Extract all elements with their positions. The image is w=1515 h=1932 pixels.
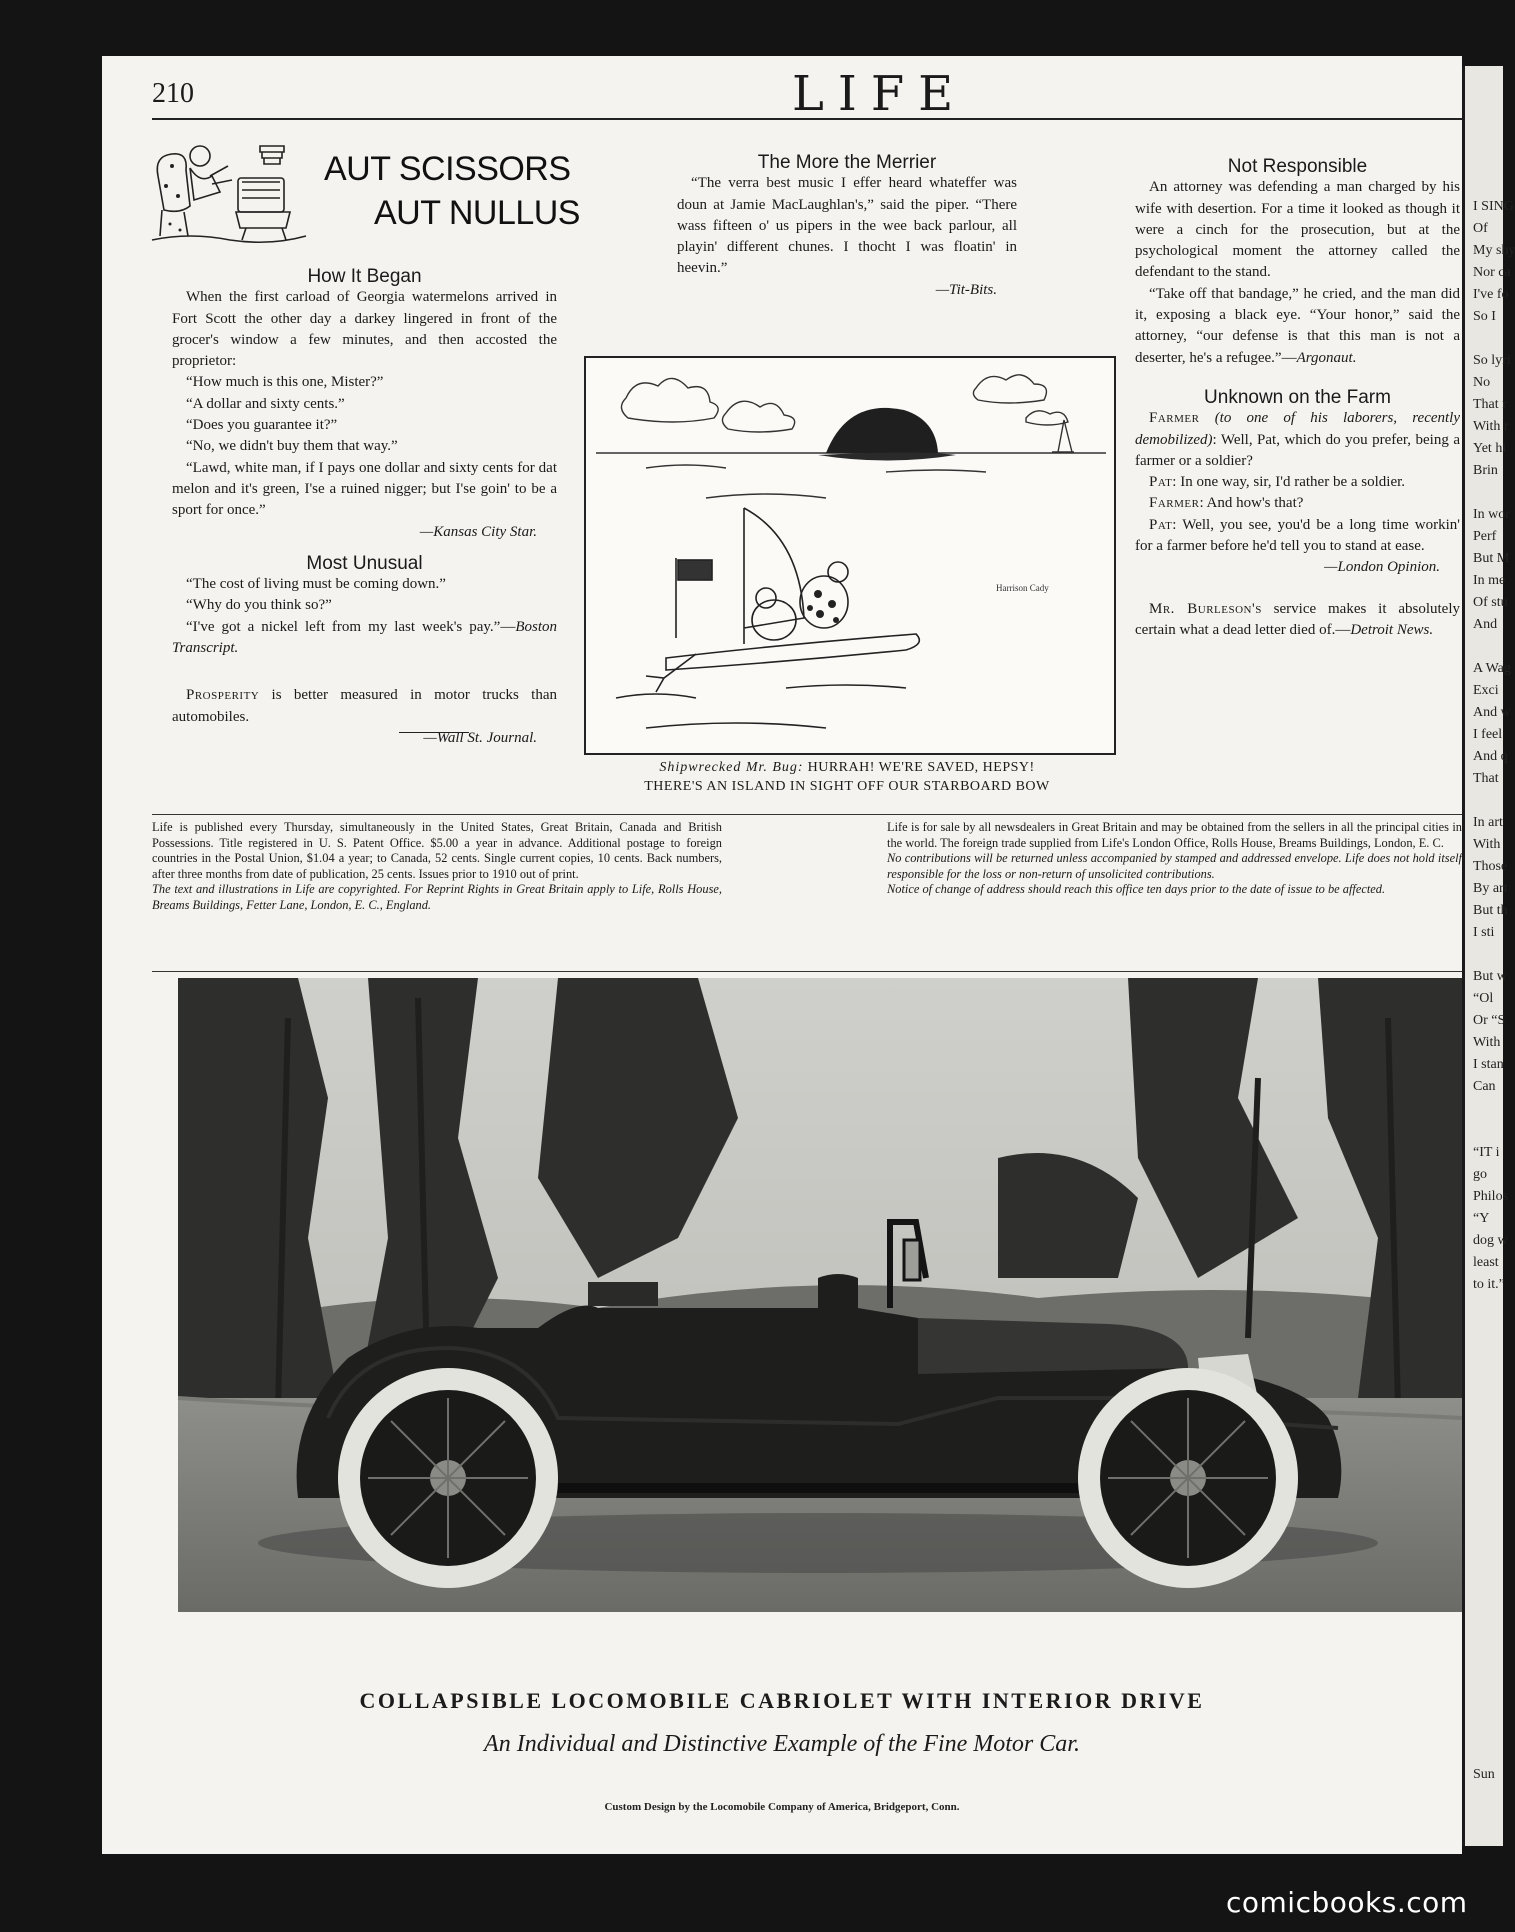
- artist-signature: Harrison Cady: [996, 583, 1049, 593]
- facing-page-line: So lyri: [1473, 353, 1511, 368]
- source-credit: —Tit-Bits.: [935, 281, 997, 298]
- column-middle: [677, 152, 1017, 301]
- dialogue-line: “Why do you think so?”: [186, 597, 332, 614]
- facing-page-line: “Ol: [1473, 991, 1494, 1006]
- dialogue-text: : Well, Pat, which do you prefer, being a farmer or a soldier?: [1135, 431, 1460, 469]
- dialogue-line: [172, 617, 557, 660]
- facing-page-line: Brin: [1473, 463, 1498, 478]
- facing-page-line: Can: [1473, 1079, 1496, 1094]
- facing-page-line: Of stu: [1473, 595, 1508, 610]
- facing-page-line: “IT i: [1473, 1145, 1500, 1160]
- facing-page-line: In wor: [1473, 507, 1510, 522]
- facing-page-line: That: [1473, 771, 1499, 786]
- facing-page-line: “Y: [1473, 1211, 1490, 1226]
- car-photo-drawing: [178, 978, 1462, 1612]
- source-credit: —London Opinion.: [1324, 559, 1440, 576]
- facing-page-line: [1469, 636, 1503, 658]
- source-watermark: comicbooks.com: [1226, 1886, 1468, 1919]
- paragraph: An attorney was defending a man charged by his wife with desertion. For a time it looked as though it were a cinch for the prosecution, but at the psychological moment the attorney called the defendant to the stand.: [1135, 179, 1460, 281]
- paragraph: [1135, 599, 1460, 642]
- facing-page-line: Or “S: [1473, 1013, 1506, 1028]
- column-left: [172, 266, 557, 749]
- column-title-line2: AUT NULLUS: [374, 194, 580, 232]
- facing-page-line: With r: [1473, 419, 1509, 434]
- facing-page-footer: Sun: [1473, 1767, 1495, 1782]
- notice-paragraph: The text and illustrations in Life are copyrighted. For Reprint Rights in Great Britain apply to Life, Rolls House, Breams Buildings, Fetter Lane, London, E. C., England.: [152, 882, 722, 912]
- source-credit: Argonaut.: [1296, 349, 1357, 366]
- speaker: Pat: [1149, 474, 1173, 491]
- facing-page-line: And: [1473, 617, 1498, 632]
- heading-most-unusual: Most Unusual: [306, 552, 423, 574]
- heading-not-responsible: Not Responsible: [1227, 156, 1368, 177]
- heading-how-it-began: How It Began: [307, 266, 422, 287]
- paragraph-text: “Take off that bandage,” he cried, and the man did it, exposing a black eye. “Your honor,” said the attorney, “our defense is that this man is not a deserter, he's a refugee.”—: [1135, 285, 1460, 366]
- dialogue-text: “I've got a nickel left from my last week's pay.”—: [186, 618, 516, 635]
- publication-notice-left: [152, 820, 722, 913]
- dialogue-line: [1135, 493, 1460, 514]
- dialogue-text: : Well, you see, you'd be a long time workin' for a farmer before he'd tell you to stand at ease.: [1135, 516, 1460, 555]
- cartoon-illustration: [584, 356, 1116, 755]
- facing-page-line: Those: [1473, 859, 1508, 874]
- facing-page-line: Philos: [1473, 1189, 1509, 1204]
- facing-page-line: I feel: [1473, 727, 1503, 742]
- lead-word: Mr. Burleson's: [1149, 600, 1262, 617]
- column-right: [1135, 156, 1460, 641]
- facing-page-line: With: [1473, 1035, 1501, 1050]
- cartoon-caption: [572, 758, 1122, 796]
- dialogue-line: [1135, 515, 1460, 558]
- caption-speaker: Shipwrecked Mr. Bug:: [659, 760, 804, 775]
- facing-page-line: And q: [1473, 749, 1508, 764]
- dialogue-line: “How much is this one, Mister?”: [186, 374, 384, 391]
- dialogue-line: [1135, 408, 1460, 472]
- speaker: Farmer: [1149, 410, 1200, 427]
- facing-page-line: By art: [1473, 881, 1508, 896]
- facing-page-line: [1469, 482, 1503, 504]
- speaker: Farmer: [1149, 495, 1200, 512]
- paragraph: “The verra best music I effer heard whateffer was doun at Jamie MacLaughlan's,” said the piper. “There wass fifteen o' us pipers in the wee back parlour, all playin' different chunes. I thocht I was floatin' in heevin.”: [677, 175, 1017, 277]
- facing-page-line: So I: [1473, 309, 1496, 324]
- facing-page-line: In me: [1473, 573, 1506, 588]
- divider: [399, 732, 469, 733]
- dialogue-line: “Lawd, white man, if I pays one dollar and sixty cents for dat melon and it's green, I'se a ruined nigger; but I'se goin' to be a sport for once.”: [172, 459, 557, 519]
- facing-page-line: [1469, 790, 1503, 812]
- facing-page-line: With: [1473, 837, 1501, 852]
- facing-page-line: But w: [1473, 969, 1507, 984]
- source-credit: Boston Transcript.: [172, 618, 557, 657]
- facing-page-line: to it.”: [1473, 1277, 1505, 1292]
- magazine-page: [102, 56, 1462, 1854]
- facing-page-line: Yet hi: [1473, 441, 1507, 456]
- heading-more-the-merrier: The More the Merrier: [757, 152, 937, 173]
- facing-page-line: But th: [1473, 903, 1508, 918]
- facing-page-line: [1469, 1098, 1503, 1120]
- page-header: [152, 68, 1462, 120]
- column-title-line1: AUT SCISSORS: [324, 150, 571, 188]
- source-credit: —Kansas City Star.: [419, 523, 537, 540]
- facing-page-line: [1469, 944, 1503, 966]
- paragraph: [172, 685, 557, 728]
- facing-page-line: Perf: [1473, 529, 1497, 544]
- facing-page-line: A Wag: [1473, 661, 1511, 676]
- notice-rule-top: [152, 814, 1462, 815]
- caption-line: HURRAH! WE'RE SAVED, HEPSY!: [803, 760, 1035, 775]
- car-photograph: [178, 978, 1462, 1612]
- column-logo-illustration: [150, 136, 310, 246]
- page-number: 210: [152, 78, 194, 109]
- dialogue-line: “Does you guarantee it?”: [186, 417, 338, 434]
- source-credit: Detroit News.: [1350, 621, 1434, 638]
- stage-direction: (to one of his laborers, recently demobilized): [1135, 410, 1460, 448]
- masthead: LIFE: [792, 66, 968, 122]
- facing-page-line: Of: [1473, 221, 1488, 236]
- facing-page-line: Exci: [1473, 683, 1499, 698]
- dialogue-line: “No, we didn't buy them that way.”: [186, 438, 398, 455]
- speaker: Pat: [1149, 516, 1173, 533]
- facing-page-line: I stan: [1473, 1057, 1504, 1072]
- facing-page-line: [1469, 328, 1503, 350]
- paragraph: [1135, 284, 1460, 369]
- notice-rule-bottom: [152, 971, 1462, 972]
- paragraph-text: is better measured in motor trucks than automobiles.: [172, 687, 557, 725]
- notice-paragraph: Life is for sale by all newsdealers in Great Britain and may be obtained from the sellers in all the principal cities in the world. The foreign trade supplied from Life's London Office, Rolls House, Breams Buildings, London, E. C.: [887, 820, 1462, 850]
- dialogue-line: [1135, 472, 1460, 493]
- facing-page-line: And w: [1473, 705, 1511, 720]
- heading-unknown-on-the-farm: Unknown on the Farm: [1204, 386, 1391, 408]
- facing-page-spacer: [1465, 66, 1503, 196]
- notice-paragraph: Life is published every Thursday, simultaneously in the United States, Great Britain, Canada and British Possessions. Title registered in U. S. Patent Office. $5.00 a year in advance. Additional postage to foreign countries in the Postal Union, $1.04 a year; to Canada, 52 cents. Single current copies, 10 cents. Back numbers, after three months from date of publication, 25 cents. Issues prior to 1910 out of print.: [152, 820, 722, 881]
- dialogue-line: “The cost of living must be coming down.”: [186, 576, 446, 593]
- facing-page-line: least: [1473, 1255, 1499, 1270]
- ad-headline: COLLAPSIBLE LOCOMOBILE CABRIOLET WITH INTERIOR DRIVE: [359, 1688, 1205, 1713]
- facing-page-line: But M: [1473, 551, 1510, 566]
- caption-line: THERE'S AN ISLAND IN SIGHT OFF OUR STARBOARD BOW: [644, 779, 1050, 794]
- lead-word: Prosperity: [186, 687, 260, 704]
- facing-page-line: That r: [1473, 397, 1507, 412]
- dialogue-text: : And how's that?: [1199, 495, 1304, 512]
- source-credit: —Wall St. Journal.: [423, 729, 537, 746]
- dialogue-line: “A dollar and sixty cents.”: [186, 395, 345, 412]
- facing-page-line: In art: [1473, 815, 1503, 830]
- facing-page-line: My shy: [1473, 243, 1515, 258]
- cartoon-drawing: [586, 358, 1114, 753]
- ad-subheadline: An Individual and Distinctive Example of the Fine Motor Car.: [484, 1731, 1080, 1757]
- facing-page-line: Nor ca: [1473, 265, 1511, 280]
- facing-page-line: No: [1473, 375, 1491, 390]
- paragraph-text: service makes it absolutely certain what a dead letter died of.—: [1135, 600, 1460, 638]
- ad-credit: Custom Design by the Locomobile Company of America, Bridgeport, Conn.: [604, 1801, 960, 1813]
- facing-page-line: [1469, 1120, 1503, 1142]
- facing-page-line: I SING: [1473, 199, 1514, 214]
- notice-paragraph: No contributions will be returned unless accompanied by stamped and addressed envelope. Life does not hold itself responsible for the loss or non-return of unsolicited contributions.: [887, 851, 1462, 881]
- facing-page-edge: [1462, 66, 1515, 1846]
- dialogue-text: : In one way, sir, I'd rather be a soldier.: [1172, 474, 1406, 491]
- notice-paragraph: Notice of change of address should reach this office ten days prior to the date of issue to be affected.: [887, 882, 1386, 896]
- facing-page-text: [1465, 196, 1515, 1296]
- facing-page-line: dog w: [1473, 1233, 1508, 1248]
- facing-page-line: go: [1473, 1167, 1487, 1182]
- facing-page-line: I've fo: [1473, 287, 1509, 302]
- paragraph: When the first carload of Georgia watermelons arrived in Fort Scott the other day a darkey lingered in front of the grocer's window a few minutes, and then accosted the proprietor:: [172, 289, 557, 370]
- facing-page-line: I sti: [1473, 925, 1495, 940]
- publication-notice-right: [887, 820, 1462, 898]
